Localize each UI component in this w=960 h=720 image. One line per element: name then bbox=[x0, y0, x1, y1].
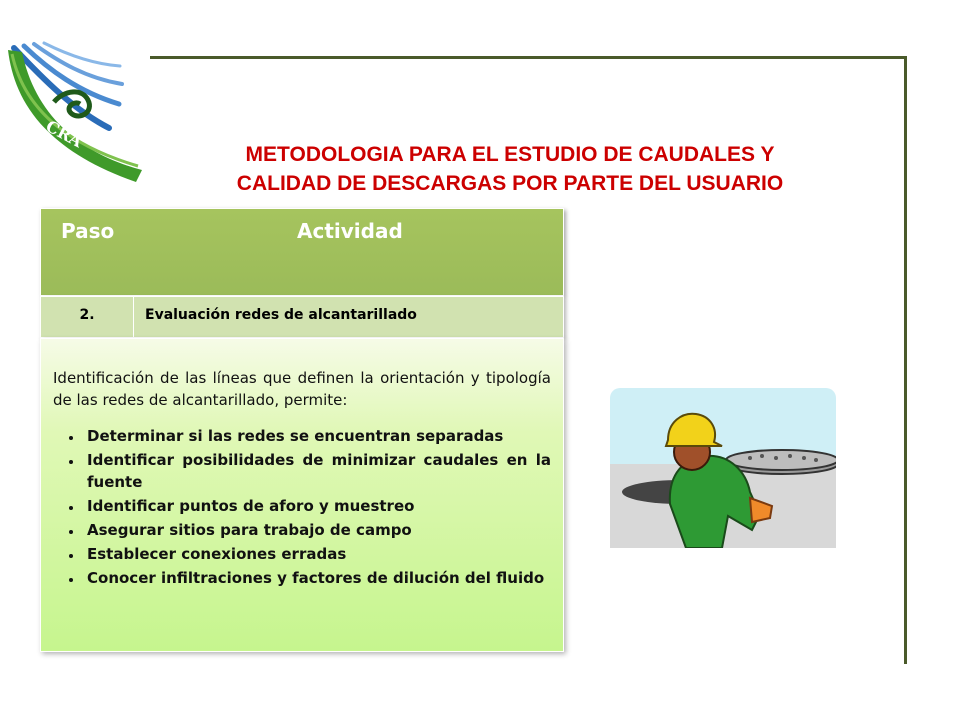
page-title bbox=[150, 140, 870, 198]
title-line-2: CALIDAD DE DESCARGAS POR PARTE DEL USUARIO bbox=[236, 172, 784, 195]
logo-text: CRA bbox=[42, 116, 86, 152]
table-row bbox=[40, 296, 564, 338]
table-header bbox=[40, 208, 564, 296]
list-item: • Conocer infiltraciones y factores de dilución del fluido bbox=[83, 567, 551, 589]
column-divider bbox=[133, 297, 134, 337]
description-text: Identificación de las líneas que definen la orientación y tipología de las redes de alcantarillado, permite: bbox=[53, 369, 551, 409]
row-step-number: 2. bbox=[79, 307, 95, 323]
list-item: • Identificar posibilidades de minimizar caudales en la fuente bbox=[83, 449, 551, 493]
list-item: • Establecer conexiones erradas bbox=[83, 543, 551, 565]
bullet-list bbox=[53, 425, 551, 589]
frame-right-border bbox=[904, 56, 907, 664]
description-cell bbox=[40, 338, 564, 652]
list-item: • Determinar si las redes se encuentran separadas bbox=[83, 425, 551, 447]
list-item: • Identificar puntos de aforo y muestreo bbox=[83, 495, 551, 517]
header-activity: Actividad bbox=[297, 219, 403, 243]
row-activity: Evaluación redes de alcantarillado bbox=[145, 307, 417, 323]
list-item: • Asegurar sitios para trabajo de campo bbox=[83, 519, 551, 541]
frame-top-border bbox=[150, 56, 907, 59]
header-step: Paso bbox=[61, 219, 115, 243]
title-line-1: METODOLOGIA PARA EL ESTUDIO DE CAUDALES Y bbox=[245, 143, 775, 166]
cra-logo bbox=[4, 40, 146, 188]
activity-table bbox=[40, 208, 564, 652]
sewer-worker-illustration bbox=[610, 388, 836, 558]
